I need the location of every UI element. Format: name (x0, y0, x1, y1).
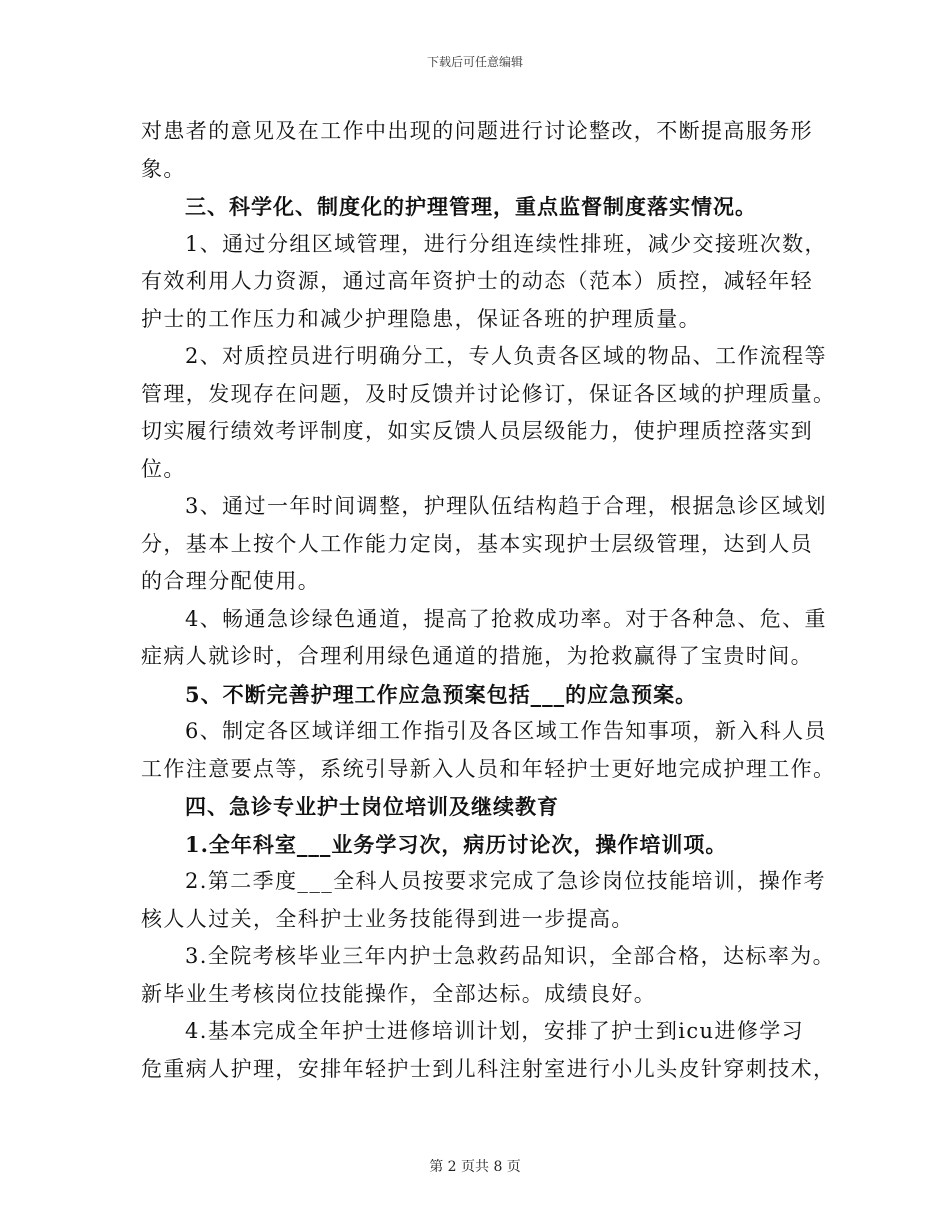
text-line: 分，基本上按个人工作能力定岗，基本实现护士层级管理，达到人员 (141, 531, 813, 556)
text-line: 位。 (141, 456, 186, 481)
section-heading-line: 三、科学化、制度化的护理管理，重点监督制度落实情况。 (185, 194, 757, 219)
page-footer: 第 2 页共 8 页 (429, 1159, 521, 1175)
text-line: 3、通过一年时间调整，护理队伍结构趋于合理，根据急诊区域划 (185, 494, 827, 518)
section-heading-line: 四、急诊专业护士岗位培训及继续教育 (185, 794, 559, 819)
page-header: 下载后可任意编辑 (426, 55, 523, 69)
text-line: 2.第二季度___全科人员按要求完成了急诊岗位技能培训，操作考 (185, 869, 826, 893)
text-line: 3.全院考核毕业三年内护士急救药品知识，全部合格，达标率为。 (185, 944, 836, 968)
text-line: 切实履行绩效考评制度，如实反馈人员层级能力，使护理质控落实到 (141, 419, 813, 443)
text-line: 对患者的意见及在工作中出现的问题进行讨论整改，不断提高服务形 (141, 119, 813, 143)
text-line: 核人人过关，全科护士业务技能得到进一步提高。 (141, 906, 634, 931)
text-line: 有效利用人力资源，通过高年资护士的动态（范本）质控，减轻年轻 (141, 269, 813, 293)
text-line: 6、制定各区域详细工作指引及各区域工作告知事项，新入科人员 (185, 719, 827, 743)
text-line: 4.基本完成全年护士进修培训计划，安排了护士到icu进修学习 (185, 1019, 805, 1043)
text-line: 工作注意要点等，系统引导新入人员和年轻护士更好地完成护理工作。 (141, 756, 836, 781)
text-line: 象。 (141, 156, 186, 181)
document-body (141, 113, 836, 1088)
text-line: 2、对质控员进行明确分工，专人负责各区域的物品、工作流程等 (185, 344, 827, 368)
section-heading-line: 5、不断完善护理工作应急预案包括___的应急预案。 (185, 681, 698, 707)
text-line: 管理，发现存在问题，及时反馈并讨论修订，保证各区域的护理质量。 (141, 381, 836, 406)
text-line: 症病人就诊时，合理利用绿色通道的措施，为抢救赢得了宝贵时间。 (141, 644, 813, 668)
text-line: 危重病人护理，安排年轻护士到儿科注射室进行小儿头皮针穿刺技术， (141, 1056, 836, 1081)
text-line: 的合理分配使用。 (141, 569, 321, 593)
text-line: 1、通过分组区域管理，进行分组连续性排班，减少交接班次数， (185, 231, 827, 256)
text-line: 新毕业生考核岗位技能操作，全部达标。成绩良好。 (141, 981, 657, 1006)
text-line: 护士的工作压力和减少护理隐患，保证各班的护理质量。 (141, 306, 701, 331)
section-heading-line: 1.全年科室___业务学习次，病历讨论次，操作培训项。 (185, 831, 728, 857)
text-line: 4、畅通急诊绿色通道，提高了抢救成功率。对于各种急、危、重 (185, 606, 827, 631)
